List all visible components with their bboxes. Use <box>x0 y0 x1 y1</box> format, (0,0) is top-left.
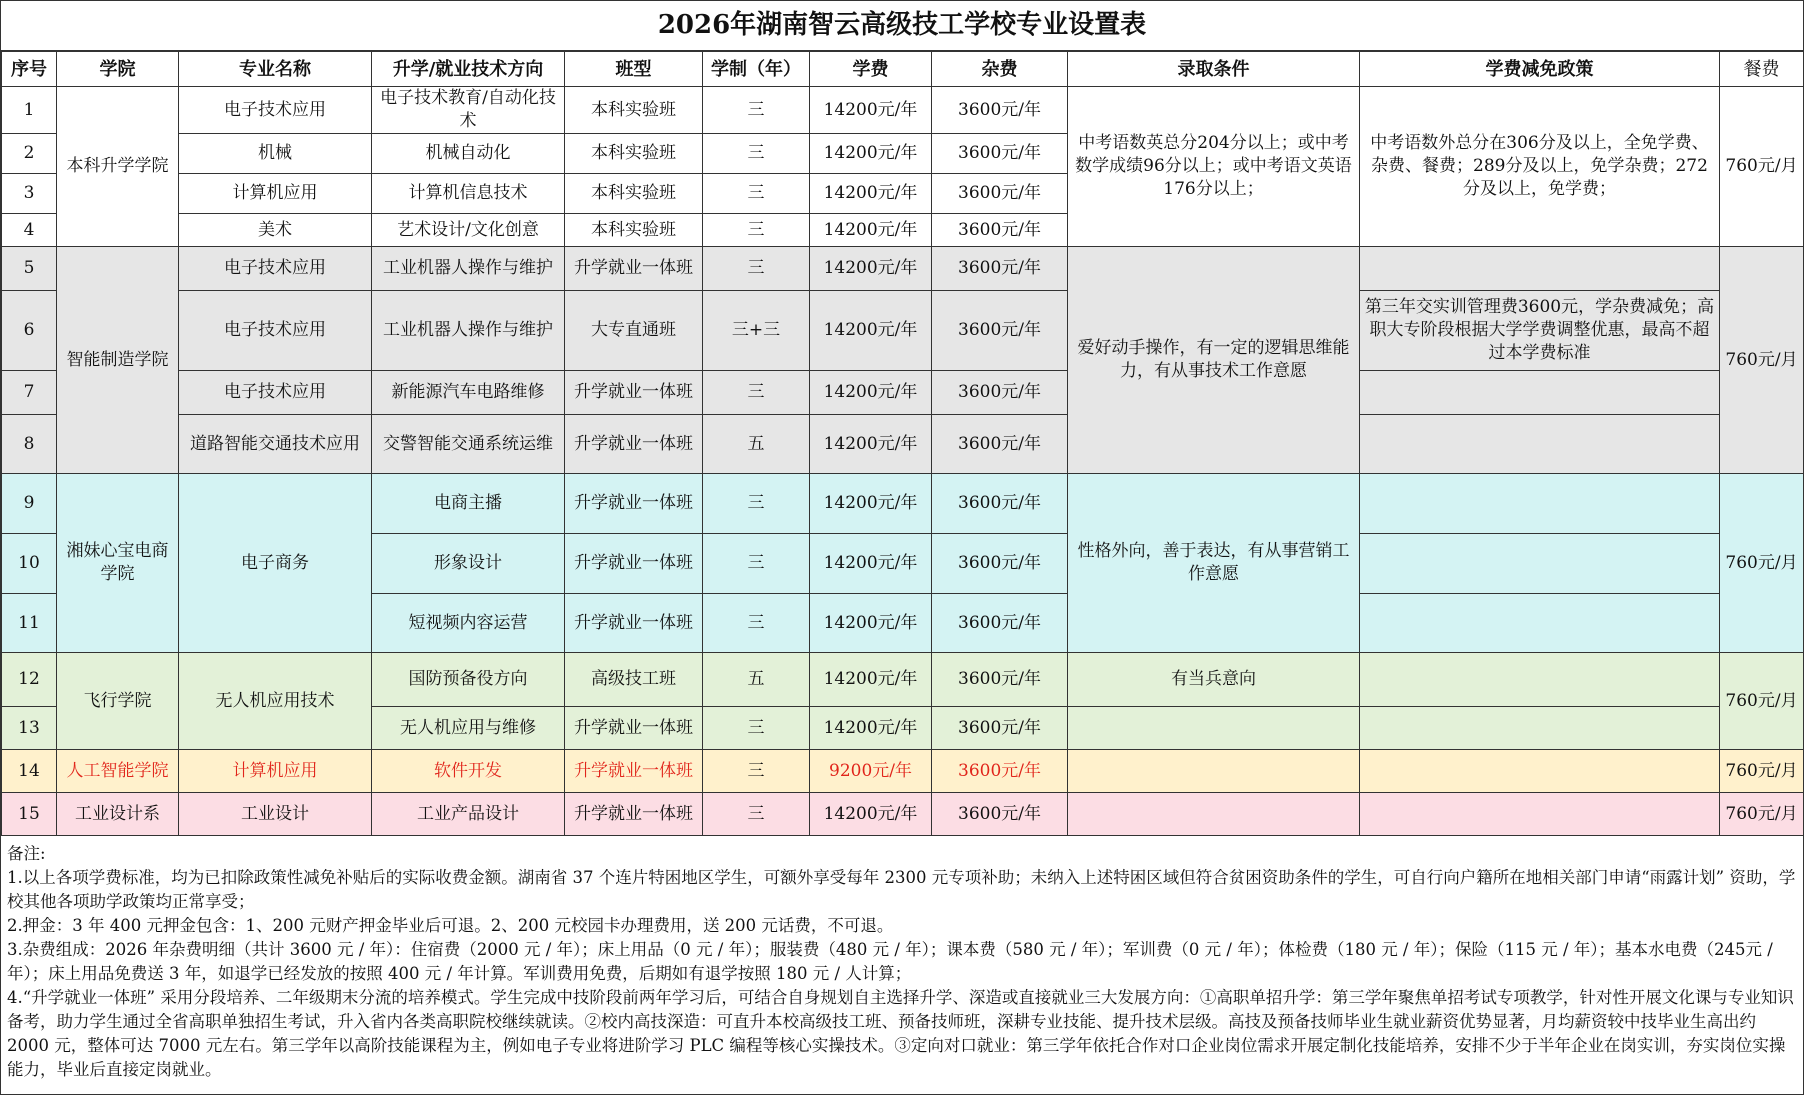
college-cell: 人工智能学院 <box>57 750 179 793</box>
meal-cell: 760元/月 <box>1720 87 1804 247</box>
header-cell: 餐费 <box>1720 52 1804 87</box>
header-cell: 学制（年） <box>703 52 810 87</box>
direction-cell: 艺术设计/文化创意 <box>372 214 565 247</box>
college-cell: 智能制造学院 <box>57 247 179 474</box>
college-cell: 工业设计系 <box>57 793 179 836</box>
table-row <box>2 653 1804 707</box>
tuition-cell: 14200元/年 <box>810 247 932 291</box>
direction-cell: 交警智能交通系统运维 <box>372 415 565 474</box>
row-number: 10 <box>2 534 57 594</box>
table-row <box>2 415 1804 474</box>
class-type-cell: 升学就业一体班 <box>565 474 703 534</box>
direction-cell: 无人机应用与维修 <box>372 707 565 750</box>
misc-fee-cell: 3600元/年 <box>932 134 1068 174</box>
misc-fee-cell: 3600元/年 <box>932 750 1068 793</box>
class-type-cell: 大专直通班 <box>565 291 703 371</box>
row-number: 15 <box>2 793 57 836</box>
years-cell: 三 <box>703 594 810 653</box>
misc-fee-cell: 3600元/年 <box>932 474 1068 534</box>
header-cell: 升学/就业技术方向 <box>372 52 565 87</box>
class-type-cell: 本科实验班 <box>565 87 703 134</box>
misc-fee-cell: 3600元/年 <box>932 793 1068 836</box>
years-cell: 五 <box>703 415 810 474</box>
table-row <box>2 371 1804 415</box>
years-cell: 三+三 <box>703 291 810 371</box>
tuition-cell: 14200元/年 <box>810 371 932 415</box>
class-type-cell: 升学就业一体班 <box>565 707 703 750</box>
class-type-cell: 升学就业一体班 <box>565 793 703 836</box>
years-cell: 三 <box>703 750 810 793</box>
table-row <box>2 750 1804 793</box>
years-cell: 三 <box>703 174 810 214</box>
years-cell: 五 <box>703 653 810 707</box>
major-cell: 电子商务 <box>179 474 372 653</box>
direction-cell: 工业产品设计 <box>372 793 565 836</box>
direction-cell: 短视频内容运营 <box>372 594 565 653</box>
direction-cell: 工业机器人操作与维护 <box>372 291 565 371</box>
major-cell: 无人机应用技术 <box>179 653 372 750</box>
college-cell: 飞行学院 <box>57 653 179 750</box>
waiver-cell <box>1360 594 1720 653</box>
class-type-cell: 升学就业一体班 <box>565 534 703 594</box>
row-number: 7 <box>2 371 57 415</box>
years-cell: 三 <box>703 87 810 134</box>
admission-cell <box>1068 707 1360 750</box>
notes-section <box>1 836 1803 1082</box>
waiver-cell <box>1360 247 1720 291</box>
direction-cell: 电子技术教育/自动化技术 <box>372 87 565 134</box>
waiver-cell: 中考语数外总分在306分及以上，全免学费、杂费、餐费；289分及以上，免学杂费；272分及以上，免学费； <box>1360 87 1720 247</box>
row-number: 2 <box>2 134 57 174</box>
direction-cell: 计算机信息技术 <box>372 174 565 214</box>
table-row <box>2 247 1804 291</box>
major-cell: 计算机应用 <box>179 750 372 793</box>
table-row <box>2 87 1804 134</box>
waiver-cell <box>1360 371 1720 415</box>
row-number: 9 <box>2 474 57 534</box>
years-cell: 三 <box>703 707 810 750</box>
table-row <box>2 291 1804 371</box>
meal-cell: 760元/月 <box>1720 793 1804 836</box>
tuition-cell: 14200元/年 <box>810 707 932 750</box>
meal-cell: 760元/月 <box>1720 474 1804 653</box>
major-cell: 美术 <box>179 214 372 247</box>
note-item: 2.押金：3 年 400 元押金包含：1、200 元财产押金毕业后可退。2、200 元校园卡办理费用，送 200 元话费，不可退。 <box>7 916 894 935</box>
class-type-cell: 本科实验班 <box>565 134 703 174</box>
meal-cell: 760元/月 <box>1720 750 1804 793</box>
admission-cell: 爱好动手操作，有一定的逻辑思维能力，有从事技术工作意愿 <box>1068 247 1360 474</box>
misc-fee-cell: 3600元/年 <box>932 707 1068 750</box>
direction-cell: 国防预备役方向 <box>372 653 565 707</box>
table-row <box>2 793 1804 836</box>
row-number: 5 <box>2 247 57 291</box>
class-type-cell: 升学就业一体班 <box>565 247 703 291</box>
header-cell: 学院 <box>57 52 179 87</box>
waiver-cell <box>1360 653 1720 707</box>
tuition-cell: 14200元/年 <box>810 474 932 534</box>
class-type-cell: 升学就业一体班 <box>565 415 703 474</box>
class-type-cell: 升学就业一体班 <box>565 750 703 793</box>
major-cell: 电子技术应用 <box>179 247 372 291</box>
major-table <box>1 51 1804 836</box>
major-cell: 电子技术应用 <box>179 291 372 371</box>
major-cell: 道路智能交通技术应用 <box>179 415 372 474</box>
misc-fee-cell: 3600元/年 <box>932 214 1068 247</box>
direction-cell: 电商主播 <box>372 474 565 534</box>
tuition-cell: 14200元/年 <box>810 134 932 174</box>
years-cell: 三 <box>703 793 810 836</box>
tuition-cell: 14200元/年 <box>810 174 932 214</box>
waiver-cell <box>1360 415 1720 474</box>
direction-cell: 新能源汽车电路维修 <box>372 371 565 415</box>
years-cell: 三 <box>703 474 810 534</box>
college-cell: 湘妹心宝电商学院 <box>57 474 179 653</box>
row-number: 8 <box>2 415 57 474</box>
major-cell: 工业设计 <box>179 793 372 836</box>
waiver-cell <box>1360 750 1720 793</box>
tuition-cell: 14200元/年 <box>810 653 932 707</box>
meal-cell: 760元/月 <box>1720 653 1804 750</box>
misc-fee-cell: 3600元/年 <box>932 174 1068 214</box>
note-item: 3.杂费组成：2026 年杂费明细（共计 3600 元 / 年）：住宿费（2000 元 / 年）；床上用品（0 元 / 年）；服装费（480 元 / 年）；课本费（580 元 / 年）；军训费（0 元 / 年）；体检费（180 元 / 年）；保险（115 元 / 年）；基本水电费（245元 / 年）；床上用品免费送 3 年，如退学已经发放的按照 400 元 / 年计算。军训费用免费，后期如有退学按照 180 元 / 人计算； <box>7 940 1773 983</box>
misc-fee-cell: 3600元/年 <box>932 291 1068 371</box>
row-number: 6 <box>2 291 57 371</box>
row-number: 14 <box>2 750 57 793</box>
direction-cell: 机械自动化 <box>372 134 565 174</box>
row-number: 13 <box>2 707 57 750</box>
admission-cell <box>1068 750 1360 793</box>
row-number: 4 <box>2 214 57 247</box>
tuition-cell: 9200元/年 <box>810 750 932 793</box>
major-cell: 计算机应用 <box>179 174 372 214</box>
table-row <box>2 474 1804 534</box>
direction-cell: 工业机器人操作与维护 <box>372 247 565 291</box>
admission-cell: 有当兵意向 <box>1068 653 1360 707</box>
notes-heading: 备注: <box>7 844 46 863</box>
direction-cell: 软件开发 <box>372 750 565 793</box>
waiver-cell: 第三年交实训管理费3600元，学杂费减免；高职大专阶段根据大学学费调整优惠，最高不超过本学费标准 <box>1360 291 1720 371</box>
misc-fee-cell: 3600元/年 <box>932 653 1068 707</box>
class-type-cell: 本科实验班 <box>565 214 703 247</box>
waiver-cell <box>1360 707 1720 750</box>
college-cell: 本科升学学院 <box>57 87 179 247</box>
header-cell: 序号 <box>2 52 57 87</box>
years-cell: 三 <box>703 247 810 291</box>
misc-fee-cell: 3600元/年 <box>932 534 1068 594</box>
header-cell: 学费 <box>810 52 932 87</box>
header-cell: 录取条件 <box>1068 52 1360 87</box>
years-cell: 三 <box>703 214 810 247</box>
major-cell: 电子技术应用 <box>179 87 372 134</box>
meal-cell: 760元/月 <box>1720 247 1804 474</box>
header-cell: 班型 <box>565 52 703 87</box>
misc-fee-cell: 3600元/年 <box>932 415 1068 474</box>
row-number: 11 <box>2 594 57 653</box>
tuition-cell: 14200元/年 <box>810 291 932 371</box>
admission-cell: 性格外向，善于表达，有从事营销工作意愿 <box>1068 474 1360 653</box>
header-cell: 学费减免政策 <box>1360 52 1720 87</box>
header-cell: 专业名称 <box>179 52 372 87</box>
row-number: 3 <box>2 174 57 214</box>
tuition-cell: 14200元/年 <box>810 87 932 134</box>
note-item: 1.以上各项学费标准，均为已扣除政策性减免补贴后的实际收费金额。湖南省 37 个连片特困地区学生，可额外享受每年 2300 元专项补助；未纳入上述特困区域但符合贫困资助条件的学生，可自行向户籍所在地相关部门申请“雨露计划” 资助，学校其他各项助学政策均正常享受； <box>7 868 1796 911</box>
class-type-cell: 高级技工班 <box>565 653 703 707</box>
waiver-cell <box>1360 474 1720 534</box>
class-type-cell: 本科实验班 <box>565 174 703 214</box>
row-number: 1 <box>2 87 57 134</box>
admission-cell: 中考语数英总分204分以上；或中考数学成绩96分以上；或中考语文英语176分以上； <box>1068 87 1360 247</box>
class-type-cell: 升学就业一体班 <box>565 594 703 653</box>
waiver-cell <box>1360 793 1720 836</box>
waiver-cell <box>1360 534 1720 594</box>
years-cell: 三 <box>703 134 810 174</box>
tuition-cell: 14200元/年 <box>810 793 932 836</box>
misc-fee-cell: 3600元/年 <box>932 87 1068 134</box>
direction-cell: 形象设计 <box>372 534 565 594</box>
tuition-cell: 14200元/年 <box>810 214 932 247</box>
class-type-cell: 升学就业一体班 <box>565 371 703 415</box>
misc-fee-cell: 3600元/年 <box>932 371 1068 415</box>
admission-cell <box>1068 793 1360 836</box>
major-cell: 机械 <box>179 134 372 174</box>
tuition-cell: 14200元/年 <box>810 594 932 653</box>
misc-fee-cell: 3600元/年 <box>932 247 1068 291</box>
page-title: 2026年湖南智云高级技工学校专业设置表 <box>1 1 1803 51</box>
years-cell: 三 <box>703 534 810 594</box>
row-number: 12 <box>2 653 57 707</box>
tuition-cell: 14200元/年 <box>810 415 932 474</box>
note-item: 4.“升学就业一体班” 采用分段培养、二年级期末分流的培养模式。学生完成中技阶段前两年学习后，可结合自身规划自主选择升学、深造或直接就业三大发展方向：①高职单招升学：第三学年聚焦单招考试专项教学，针对性开展文化课与专业知识备考，助力学生通过全省高职单独招生考试，升入省内各类高职院校继续就读。②校内高技深造：可直升本校高级技工班、预备技师班，深耕专业技能、提升技术层级。高技及预备技师毕业生就业薪资优势显著，月均薪资较中技毕业生高出约 2000 元，整体可达 7000 元左右。第三学年以高阶技能课程为主，例如电子专业将进阶学习 PLC 编程等核心实操技术。③定向对口就业：第三学年依托合作对口企业岗位需求开展定制化技能培养，安排不少于半年企业在岗实训，夯实岗位实操能力，毕业后直接定岗就业。 <box>7 988 1794 1079</box>
header-cell: 杂费 <box>932 52 1068 87</box>
years-cell: 三 <box>703 371 810 415</box>
major-cell: 电子技术应用 <box>179 371 372 415</box>
tuition-cell: 14200元/年 <box>810 534 932 594</box>
misc-fee-cell: 3600元/年 <box>932 594 1068 653</box>
header-row <box>2 52 1804 87</box>
